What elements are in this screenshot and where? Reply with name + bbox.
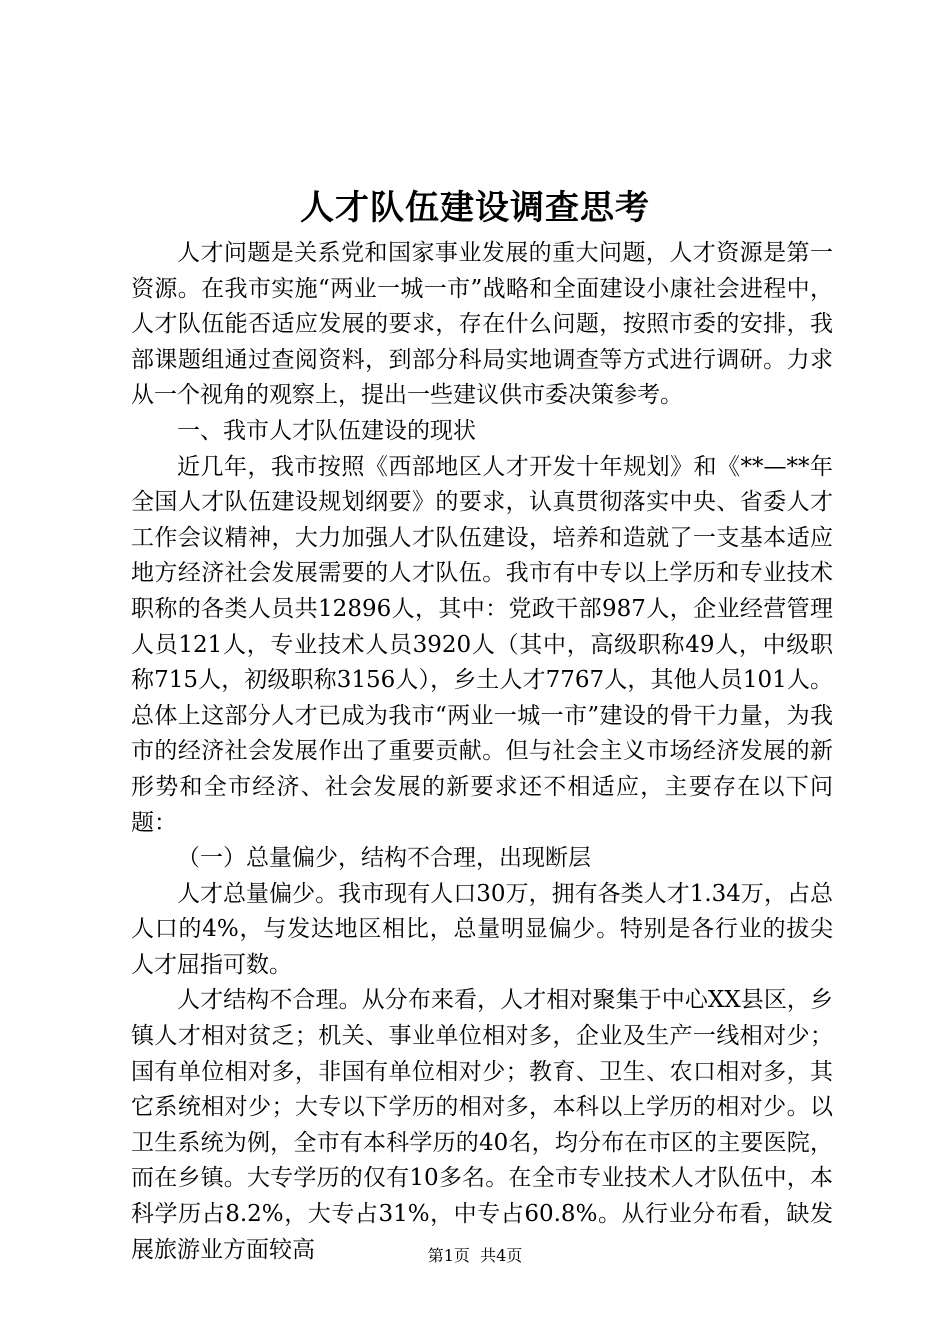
paragraph-intro: 人才问题是关系党和国家事业发展的重大问题，人才资源是第一资源。在我市实施“两业一城一市”战略和全面建设小康社会进程中，人才队伍能否适应发展的要求，存在什么问题，按照市委的安排，我部课题组通过查阅资料，到部分科局实地调查等方式进行调研。力求从一个视角的观察上，提出一些建议供市委决策参考。	[131, 240, 833, 409]
paragraph-status: 近几年，我市按照《西部地区人才开发十年规划》和《**—**年全国人才队伍建设规划纲要》的要求，认真贯彻落实中央、省委人才工作会议精神，大力加强人才队伍建设，培养和造就了一支基本适应地方经济社会发展需要的人才队伍。我市有中专以上学历和专业技术职称的各类人员共12896人，其中：党政干部987人，企业经营管理人员121人，专业技术人员3920人（其中，高级职称49人，中级职称715人，初级职称3156人），乡土人才7767人，其他人员101人。总体上这部分人才已成为我市“两业一城一市”建设的骨干力量，为我市的经济社会发展作出了重要贡献。但与社会主义市场经济发展的新形势和全市经济、社会发展的新要求还不相适应，主要存在以下问题：	[131, 453, 833, 836]
document-title: 人才队伍建设调查思考	[300, 188, 650, 228]
page-number: 第1页	[427, 1246, 470, 1265]
paragraph-structure: 人才结构不合理。从分布来看，人才相对聚集于中心XX县区，乡镇人才相对贫乏；机关、事业单位相对多，企业及生产一线相对少；国有单位相对多，非国有单位相对少；教育、卫生、农口相对多，其它系统相对少；大专以下学历的相对多，本科以上学历的相对少。以卫生系统为例，全市有本科学历的40名，均分布在市区的主要医院，而在乡镇。大专学历的仅有10多名。在全市专业技术人才队伍中，本科学历占8.2%，大专占31%，中专占60.8%。从行业分布看，缺发展旅游业方面较高	[131, 987, 833, 1263]
subsection-heading: （一）总量偏少，结构不合理，出现断层	[177, 845, 591, 872]
section-heading: 一、我市人才队伍建设的现状	[177, 417, 476, 444]
page-footer	[0, 1244, 950, 1268]
document-body	[131, 236, 833, 1268]
paragraph-total: 人才总量偏少。我市现有人口30万，拥有各类人才1.34万，占总人口的4%，与发达地区相比，总量明显偏少。特别是各行业的拔尖人才屈指可数。	[131, 880, 833, 978]
page-total: 共4页	[480, 1246, 523, 1265]
